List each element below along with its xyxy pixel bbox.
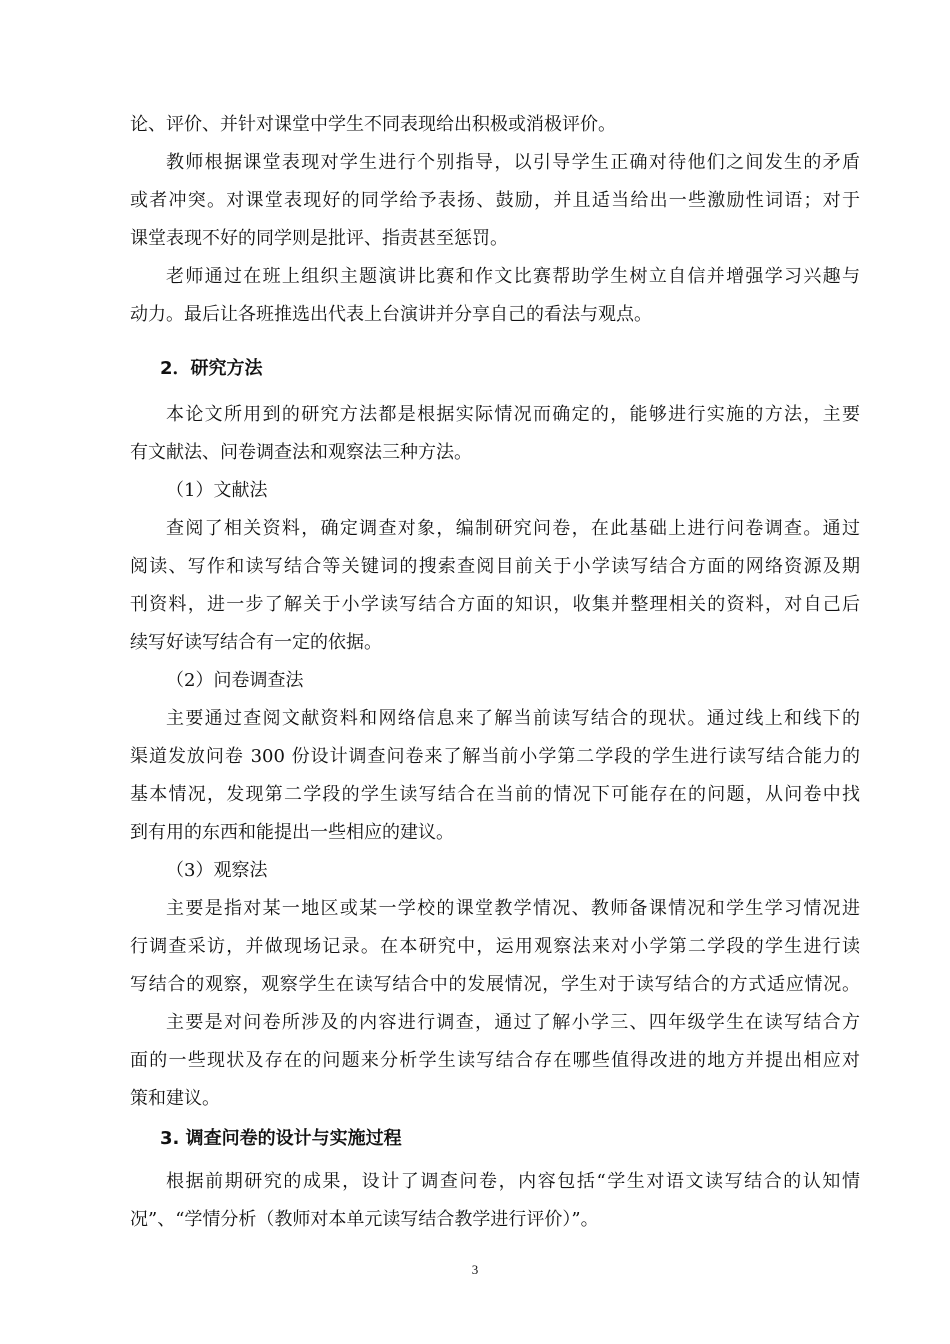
- section-heading: 2．研究方法: [160, 358, 263, 379]
- paragraph-line: 或者冲突。对课堂表现好的同学给予表扬、鼓励，并且适当给出一些激励性词语；对于: [130, 190, 860, 211]
- paragraph-line: 论、评价、并针对课堂中学生不同表现给出积极或消极评价。: [130, 114, 616, 135]
- paragraph-line: 渠道发放问卷 300 份设计调查问卷来了解当前小学第二学段的学生进行读写结合能力的: [130, 746, 860, 767]
- paragraph-line: 教师根据课堂表现对学生进行个别指导，以引导学生正确对待他们之间发生的矛盾: [166, 152, 860, 173]
- paragraph-line: 根据前期研究的成果，设计了调查问卷，内容包括“学生对语文读写结合的认知情: [166, 1171, 860, 1192]
- paragraph-line: 本论文所用到的研究方法都是根据实际情况而确定的，能够进行实施的方法，主要: [166, 404, 860, 425]
- paragraph-line: 面的一些现状及存在的问题来分析学生读写结合存在哪些值得改进的地方并提出相应对: [130, 1050, 860, 1071]
- paragraph-line: 到有用的东西和能提出一些相应的建议。: [130, 822, 454, 843]
- paragraph-line: 主要通过查阅文献资料和网络信息来了解当前读写结合的现状。通过线上和线下的: [166, 708, 860, 729]
- paragraph-line: 动力。最后让各班推选出代表上台演讲并分享自己的看法与观点。: [130, 304, 652, 325]
- paragraph-line: 有文献法、问卷调查法和观察法三种方法。: [130, 442, 472, 463]
- method-subheading: （1）文献法: [166, 480, 268, 501]
- page-number: 3: [471, 1262, 479, 1277]
- paragraph-line: 行调查采访，并做现场记录。在本研究中，运用观察法来对小学第二学段的学生进行读: [130, 936, 860, 957]
- paragraph-line: 况”、“学情分析（教师对本单元读写结合教学进行评价）”。: [130, 1209, 599, 1230]
- paragraph-line: 策和建议。: [130, 1088, 220, 1109]
- paragraph-line: 续写好读写结合有一定的依据。: [130, 632, 382, 653]
- paragraph-line: 基本情况，发现第二学段的学生读写结合在当前的情况下可能存在的问题，从问卷中找: [130, 784, 860, 805]
- paragraph-line: 写结合的观察，观察学生在读写结合中的发展情况，学生对于读写结合的方式适应情况。: [130, 974, 860, 995]
- method-subheading: （3）观察法: [166, 860, 268, 881]
- paragraph-line: 阅读、写作和读写结合等关键词的搜索查阅目前关于小学读写结合方面的网络资源及期: [130, 556, 860, 577]
- paragraph-line: 查阅了相关资料，确定调查对象，编制研究问卷，在此基础上进行问卷调查。通过: [166, 518, 860, 539]
- paragraph-line: 课堂表现不好的同学则是批评、指责甚至惩罚。: [130, 228, 508, 249]
- method-subheading: （2）问卷调查法: [166, 670, 304, 691]
- paragraph-line: 老师通过在班上组织主题演讲比赛和作文比赛帮助学生树立自信并增强学习兴趣与: [166, 266, 860, 287]
- section-heading: 3. 调查问卷的设计与实施过程: [160, 1128, 402, 1149]
- paragraph-line: 刊资料，进一步了解关于小学读写结合方面的知识，收集并整理相关的资料，对自己后: [130, 594, 860, 615]
- paragraph-line: 主要是对问卷所涉及的内容进行调查，通过了解小学三、四年级学生在读写结合方: [166, 1012, 860, 1033]
- paragraph-line: 主要是指对某一地区或某一学校的课堂教学情况、教师备课情况和学生学习情况进: [166, 898, 860, 919]
